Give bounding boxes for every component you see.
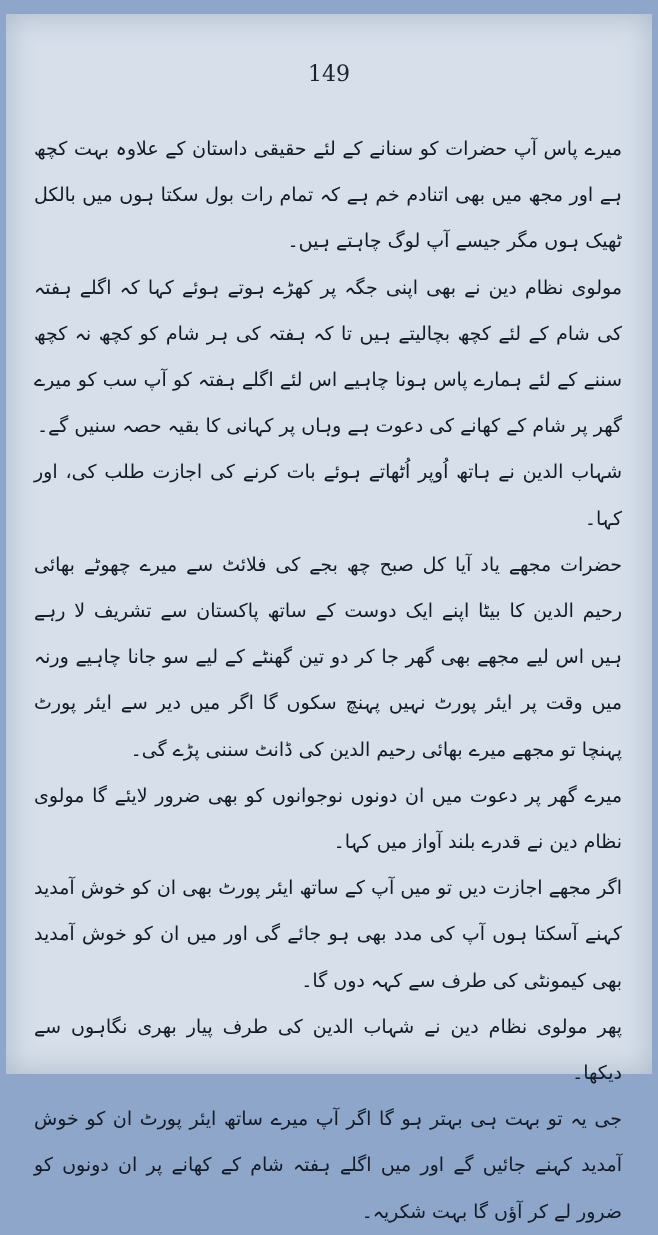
book-page: [6, 14, 652, 1223]
paragraph: شہاب الدین نے ہاتھ اُوپر اُٹھاتے ہوئے بات کرنے کی اجازت طلب کی، اور کہا۔: [34, 461, 622, 530]
paragraph: پھر مولوی نظام دین نے شہاب الدین کی طرف پیار بھری نگاہوں سے دیکھا۔: [34, 1015, 622, 1085]
paragraph: میرے گھر پر دعوت میں ان دونوں نوجوانوں کو بھی ضرور لایئے گا مولوی نظام دین نے قدرے بلند آواز میں کہا۔: [34, 784, 622, 854]
page-body-text: [34, 126, 622, 1235]
page-number: 149: [308, 62, 350, 87]
paragraph: اگر مجھے اجازت دیں تو میں آپ کے ساتھ ایئر پورٹ بھی ان کو خوش آمدید کہنے آسکتا ہوں آپ کی مدد بھی ہو جائے گی اور میں ان کو خوش آمدید بھی کیمونٹی کی طرف سے کہہ دوں گا۔: [34, 877, 622, 992]
paragraph: جی یہ تو بہت ہی بہتر ہو گا اگر آپ میرے ساتھ ایئر پورٹ ان کو خوش آمدید کہنے جائیں گے اور میں اگلے ہفتہ شام کے کھانے پر ان دونوں کو ضرور لے کر آؤں گا بہت شکریہ۔: [34, 1108, 622, 1223]
paragraph: مولوی نظام دین نے بھی اپنی جگہ پر کھڑے ہوتے ہوئے کہا کہ اگلے ہفتہ کی شام کے لئے کچھ بچالیتے ہیں تا کہ ہفتہ کی ہر شام کو کچھ نہ کچھ سننے کے لئے ہمارے پاس ہونا چاہیے اس لئے اگلے ہفتہ کو آپ سب کو میرے گھر پر شام کے کھانے کی دعوت ہے وہاں پر کہانی کا بقیہ حصہ سنیں گے۔: [34, 276, 622, 438]
paragraph: میرے پاس آپ حضرات کو سنانے کے لئے حقیقی داستان کے علاوہ بہت کچھ ہے اور مجھ میں بھی اتنادم خم ہے کہ تمام رات بول سکتا ہوں میں بالکل ٹھیک ہوں مگر جیسے آپ لوگ چاہتے ہیں۔: [34, 138, 622, 253]
paragraph: حضرات مجھے یاد آیا کل صبح چھ بجے کی فلائٹ سے میرے چھوٹے بھائی رحیم الدین کا بیٹا اپنے ایک دوست کے ساتھ پاکستان سے تشریف لا رہے ہیں اس لیے مجھے بھی گھر جا کر دو تین گھنٹے کے لیے سو جانا چاہیے ورنہ میں وقت پر ایئر پورٹ نہیں پہنچ سکوں گا اگر میں دیر سے ایئر پورٹ پہنچا تو مجھے میرے بھائی رحیم الدین کی ڈانٹ سننی پڑے گی۔: [34, 553, 622, 761]
